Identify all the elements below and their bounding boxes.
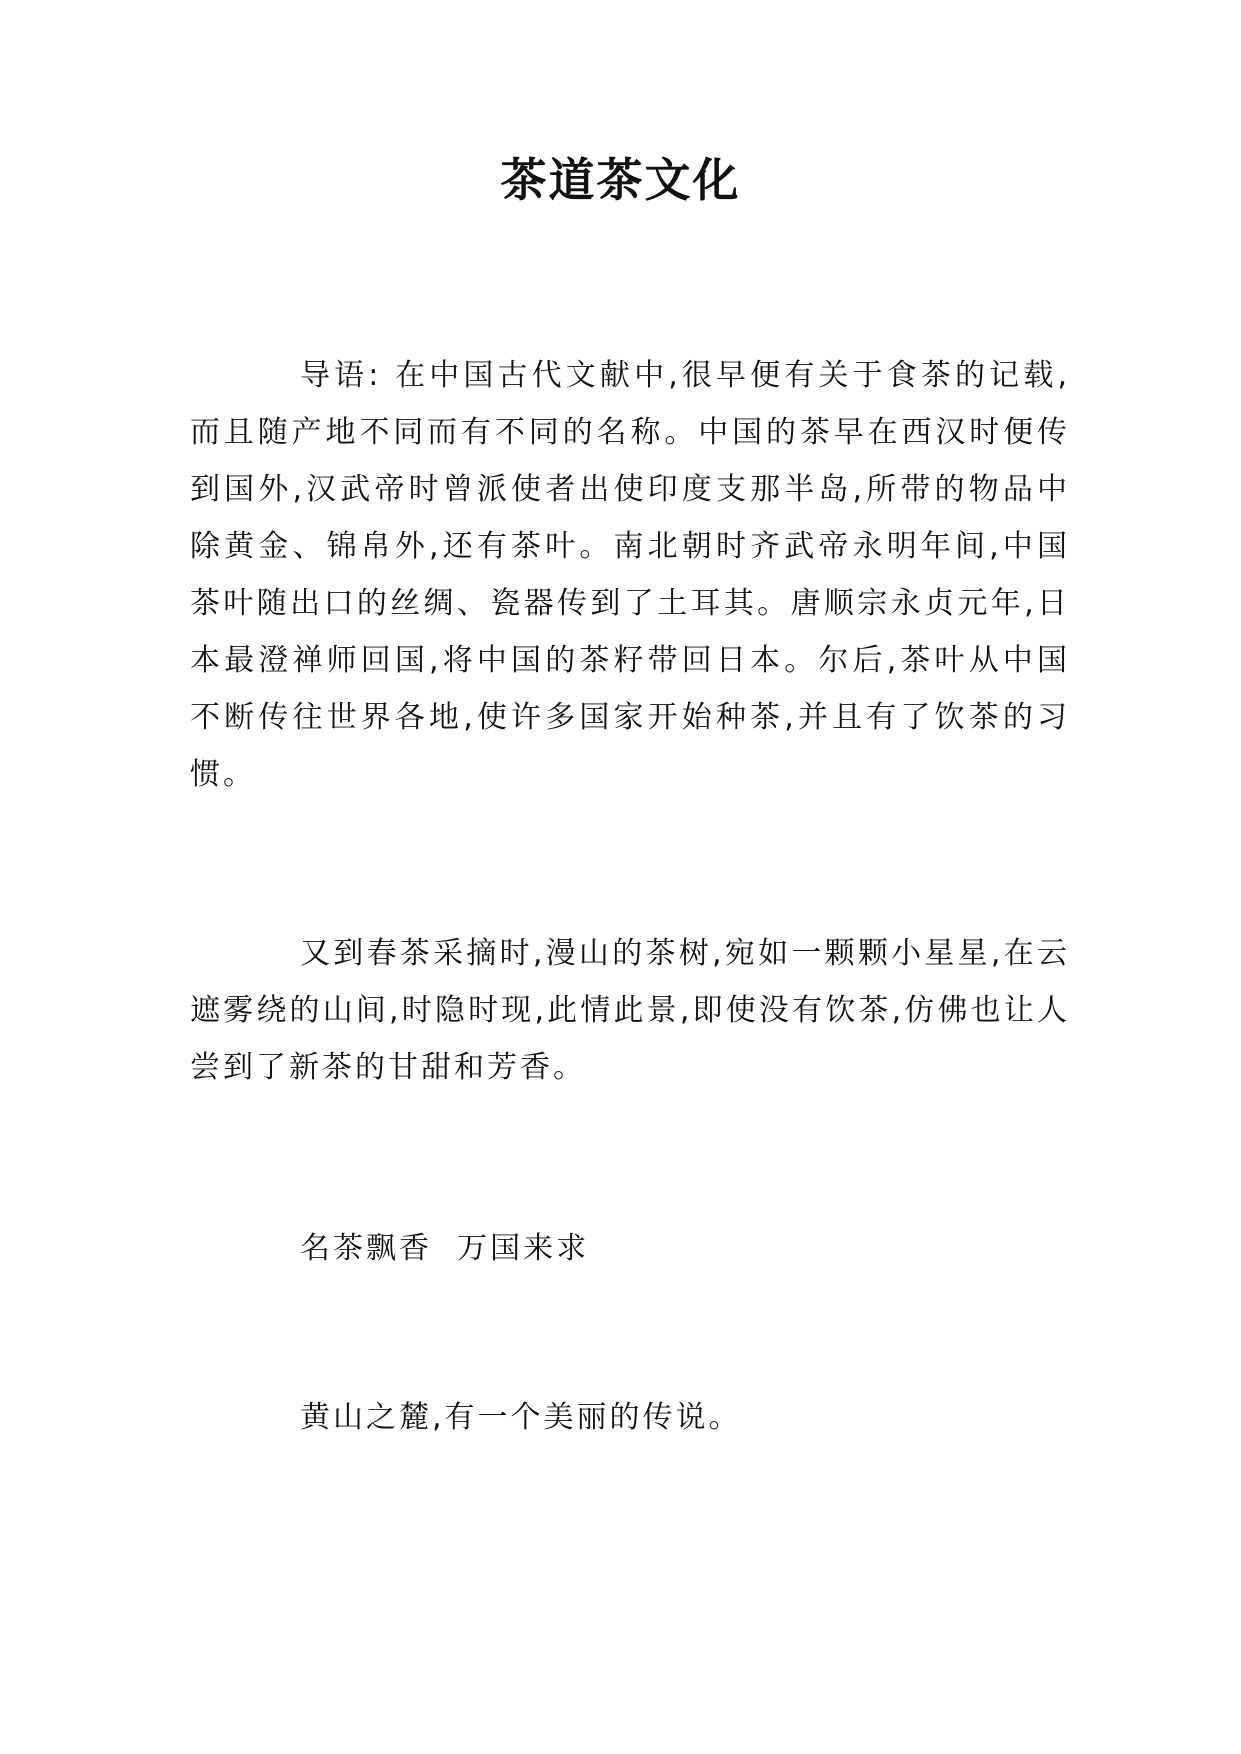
- spring-tea-paragraph: 又到春茶采摘时,漫山的茶树,宛如一颗颗小星星,在云遮雾绕的山间,时隐时现,此情此景,即使没有饮茶,仿佛也让人尝到了新茶的甘甜和芳香。: [190, 936, 1070, 1085]
- closing-line: 黄山之麓,有一个美丽的传说。: [300, 1400, 742, 1435]
- section-heading: 名茶飘香 万国来求: [300, 1231, 590, 1266]
- intro-paragraph: 导语: 在中国古代文献中,很早便有关于食茶的记载,而且随产地不同而有不同的名称。中国的茶早在西汉时便传到国外,汉武帝时曾派使者出使印度支那半岛,所带的物品中除黄金、锦帛外,还有茶叶。南北朝时齐武帝永明年间,中国茶叶随出口的丝绸、瓷器传到了土耳其。唐顺宗永贞元年,日本最澄禅师回国,将中国的茶籽带回日本。尔后,茶叶从中国不断传往世界各地,使许多国家开始种茶,并且有了饮茶的习惯。: [190, 358, 1070, 792]
- document-title: 茶道茶文化: [500, 153, 741, 207]
